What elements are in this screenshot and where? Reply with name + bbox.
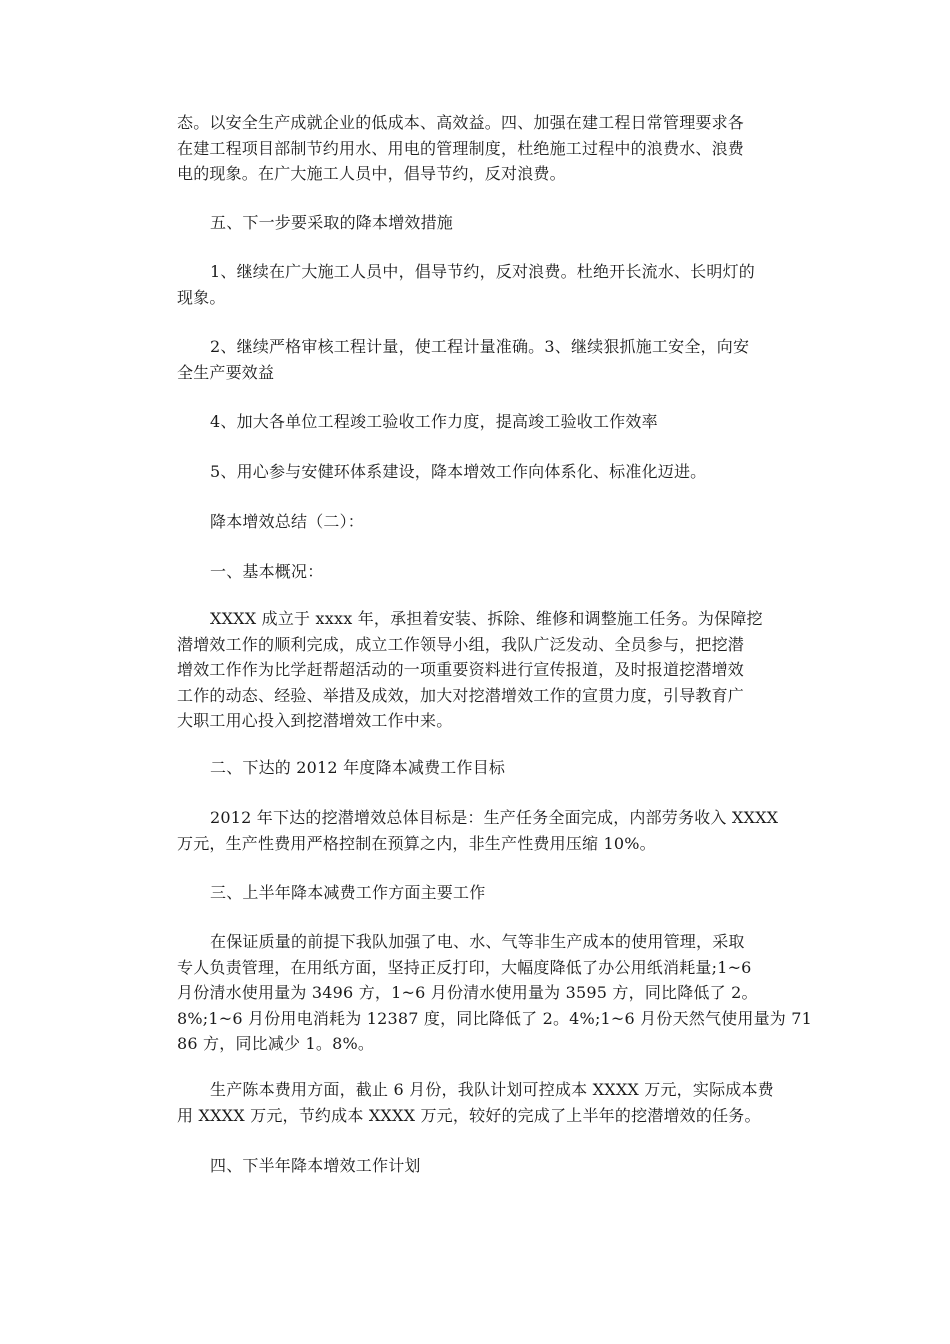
paragraph-measure-2-3 — [177, 334, 792, 385]
heading-2012-target — [177, 755, 792, 781]
paragraph-overview — [177, 606, 792, 734]
text-line: 5、用心参与安健环体系建设，降本增效工作向体系化、标准化迈进。 — [210, 462, 707, 481]
heading-first-half-work — [177, 880, 792, 906]
text-line: 4、加大各单位工程竣工验收工作力度，提高竣工验收工作效率 — [210, 412, 658, 431]
text-line: 电的现象。在广大施工人员中，倡导节约，反对浪费。 — [177, 164, 566, 183]
heading-summary-two — [177, 509, 792, 535]
text-line: 二、下达的 2012 年度降本减费工作目标 — [210, 758, 506, 777]
text-line: 大职工用心投入到挖潜增效工作中来。 — [177, 711, 453, 730]
text-line: 降本增效总结（二）： — [210, 512, 365, 531]
paragraph-measure-1 — [177, 259, 792, 310]
text-line: 态。以安全生产成就企业的低成本、高效益。四、加强在建工程日常管理要求各 — [177, 113, 745, 132]
text-line: 在保证质量的前提下我队加强了电、水、气等非生产成本的使用管理，采取 — [210, 932, 745, 951]
paragraph-safety-waste — [177, 110, 792, 187]
heading-next-steps — [177, 210, 792, 236]
paragraph-measure-4 — [177, 409, 792, 435]
text-line: 全生产要效益 — [177, 362, 275, 382]
text-line: 1、继续在广大施工人员中，倡导节约，反对浪费。杜绝开长流水、长明灯的 — [210, 262, 755, 281]
text-line: 工作的动态、经验、举措及成效，加大对挖潜增效工作的宣贯力度，引导教育广 — [177, 685, 745, 705]
text-line: 2012 年下达的挖潜增效总体目标是：生产任务全面完成，内部劳务收入 XXXX — [210, 808, 779, 827]
heading-second-half-plan — [177, 1153, 792, 1179]
text-line: 8%;1~6 月份用电消耗为 12387 度，同比降低了 2。4%;1~6 月份天然气使用量为 71 — [177, 1008, 813, 1028]
heading-overview — [177, 559, 792, 585]
text-line: 四、下半年降本增效工作计划 — [210, 1156, 421, 1175]
text-line: 生产陈本费用方面，截止 6 月份，我队计划可控成本 XXXX 万元，实际成本费 — [210, 1080, 774, 1099]
text-line: 专人负责管理，在用纸方面，坚持正反打印，大幅度降低了办公用纸消耗量;1~6 — [177, 957, 752, 977]
text-line: 潜增效工作的顺利完成，成立工作领导小组，我队广泛发动、全员参与，把挖潜 — [177, 634, 745, 654]
text-line: XXXX 成立于 xxxx 年，承担着安装、拆除、维修和调整施工任务。为保障挖 — [210, 609, 763, 628]
text-line: 用 XXXX 万元，节约成本 XXXX 万元，较好的完成了上半年的挖潜增效的任务。 — [177, 1105, 761, 1125]
text-line: 万元，生产性费用严格控制在预算之内，非生产性费用压缩 10%。 — [177, 833, 656, 853]
text-line: 在建工程项目部制节约用水、用电的管理制度，杜绝施工过程中的浪费水、浪费 — [177, 138, 745, 158]
paragraph-first-half-work — [177, 929, 813, 1057]
text-line: 增效工作作为比学赶帮超活动的一项重要资料进行宣传报道，及时报道挖潜增效 — [177, 660, 745, 679]
text-line: 现象。 — [177, 287, 226, 307]
paragraph-measure-5 — [177, 459, 792, 485]
text-line: 五、下一步要采取的降本增效措施 — [210, 213, 454, 232]
text-line: 一、基本概况： — [210, 562, 324, 581]
text-line: 三、上半年降本减费工作方面主要工作 — [210, 883, 486, 902]
paragraph-2012-target — [177, 805, 792, 856]
paragraph-cost — [177, 1077, 792, 1128]
text-line: 86 方，同比减少 1。8%。 — [177, 1034, 375, 1053]
text-line: 月份清水使用量为 3496 方，1~6 月份清水使用量为 3595 方，同比降低了 2。 — [177, 983, 758, 1002]
text-line: 2、继续严格审核工程计量，使工程计量准确。3、继续狠抓施工安全，向安 — [210, 337, 750, 356]
